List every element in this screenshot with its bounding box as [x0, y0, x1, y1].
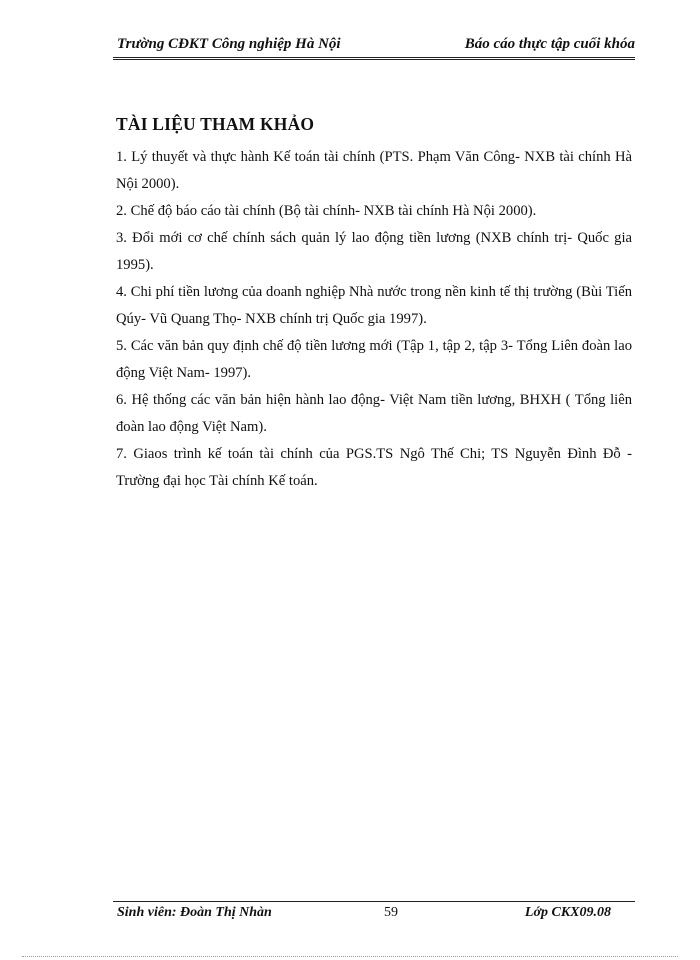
page-number: 59 [384, 905, 398, 920]
reference-item: 6. Hệ thống các văn bản hiện hành lao động- Việt Nam tiền lương, BHXH ( Tổng liên đoàn lao động Việt Nam). [116, 392, 632, 435]
reference-item: 5. Các văn bản quy định chế độ tiền lương mới (Tập 1, tập 2, tập 3- Tổng Liên đoàn lao động Việt Nam- 1997). [116, 338, 632, 381]
reference-list [116, 144, 632, 495]
reference-item: 2. Chế độ báo cáo tài chính (Bộ tài chính- NXB tài chính Hà Nội 2000). [116, 203, 537, 219]
reference-item: 7. Giaos trình kế toán tài chính của PGS.TS Ngô Thế Chi; TS Nguyễn Đình Đỗ - Trường đại học Tài chính Kế toán. [116, 446, 632, 489]
header-report-title: Báo cáo thực tập cuối khóa [464, 36, 635, 52]
section-title: TÀI LIỆU THAM KHẢO [116, 114, 315, 134]
footer-class: Lớp CKX09.08 [524, 905, 611, 920]
page-footer [113, 905, 635, 927]
reference-item: 4. Chi phí tiền lương của doanh nghiệp Nhà nước trong nền kinh tế thị trường (Bùi Tiến Qúy- Vũ Quang Thọ- NXB chính trị Quốc gia 1997). [116, 284, 632, 327]
reference-item: 3. Đổi mới cơ chế chính sách quản lý lao động tiền lương (NXB chính trị- Quốc gia 1995). [116, 230, 632, 273]
header-divider [113, 57, 635, 60]
page-header [113, 36, 635, 58]
reference-item: 1. Lý thuyết và thực hành Kế toán tài chính (PTS. Phạm Văn Công- NXB tài chính Hà Nội 2000). [116, 149, 632, 192]
page-bottom-edge [22, 956, 678, 957]
footer-student-name: Sinh viên: Đoàn Thị Nhàn [117, 905, 272, 920]
footer-divider [113, 901, 635, 902]
header-school: Trường CĐKT Công nghiệp Hà Nội [117, 36, 341, 52]
